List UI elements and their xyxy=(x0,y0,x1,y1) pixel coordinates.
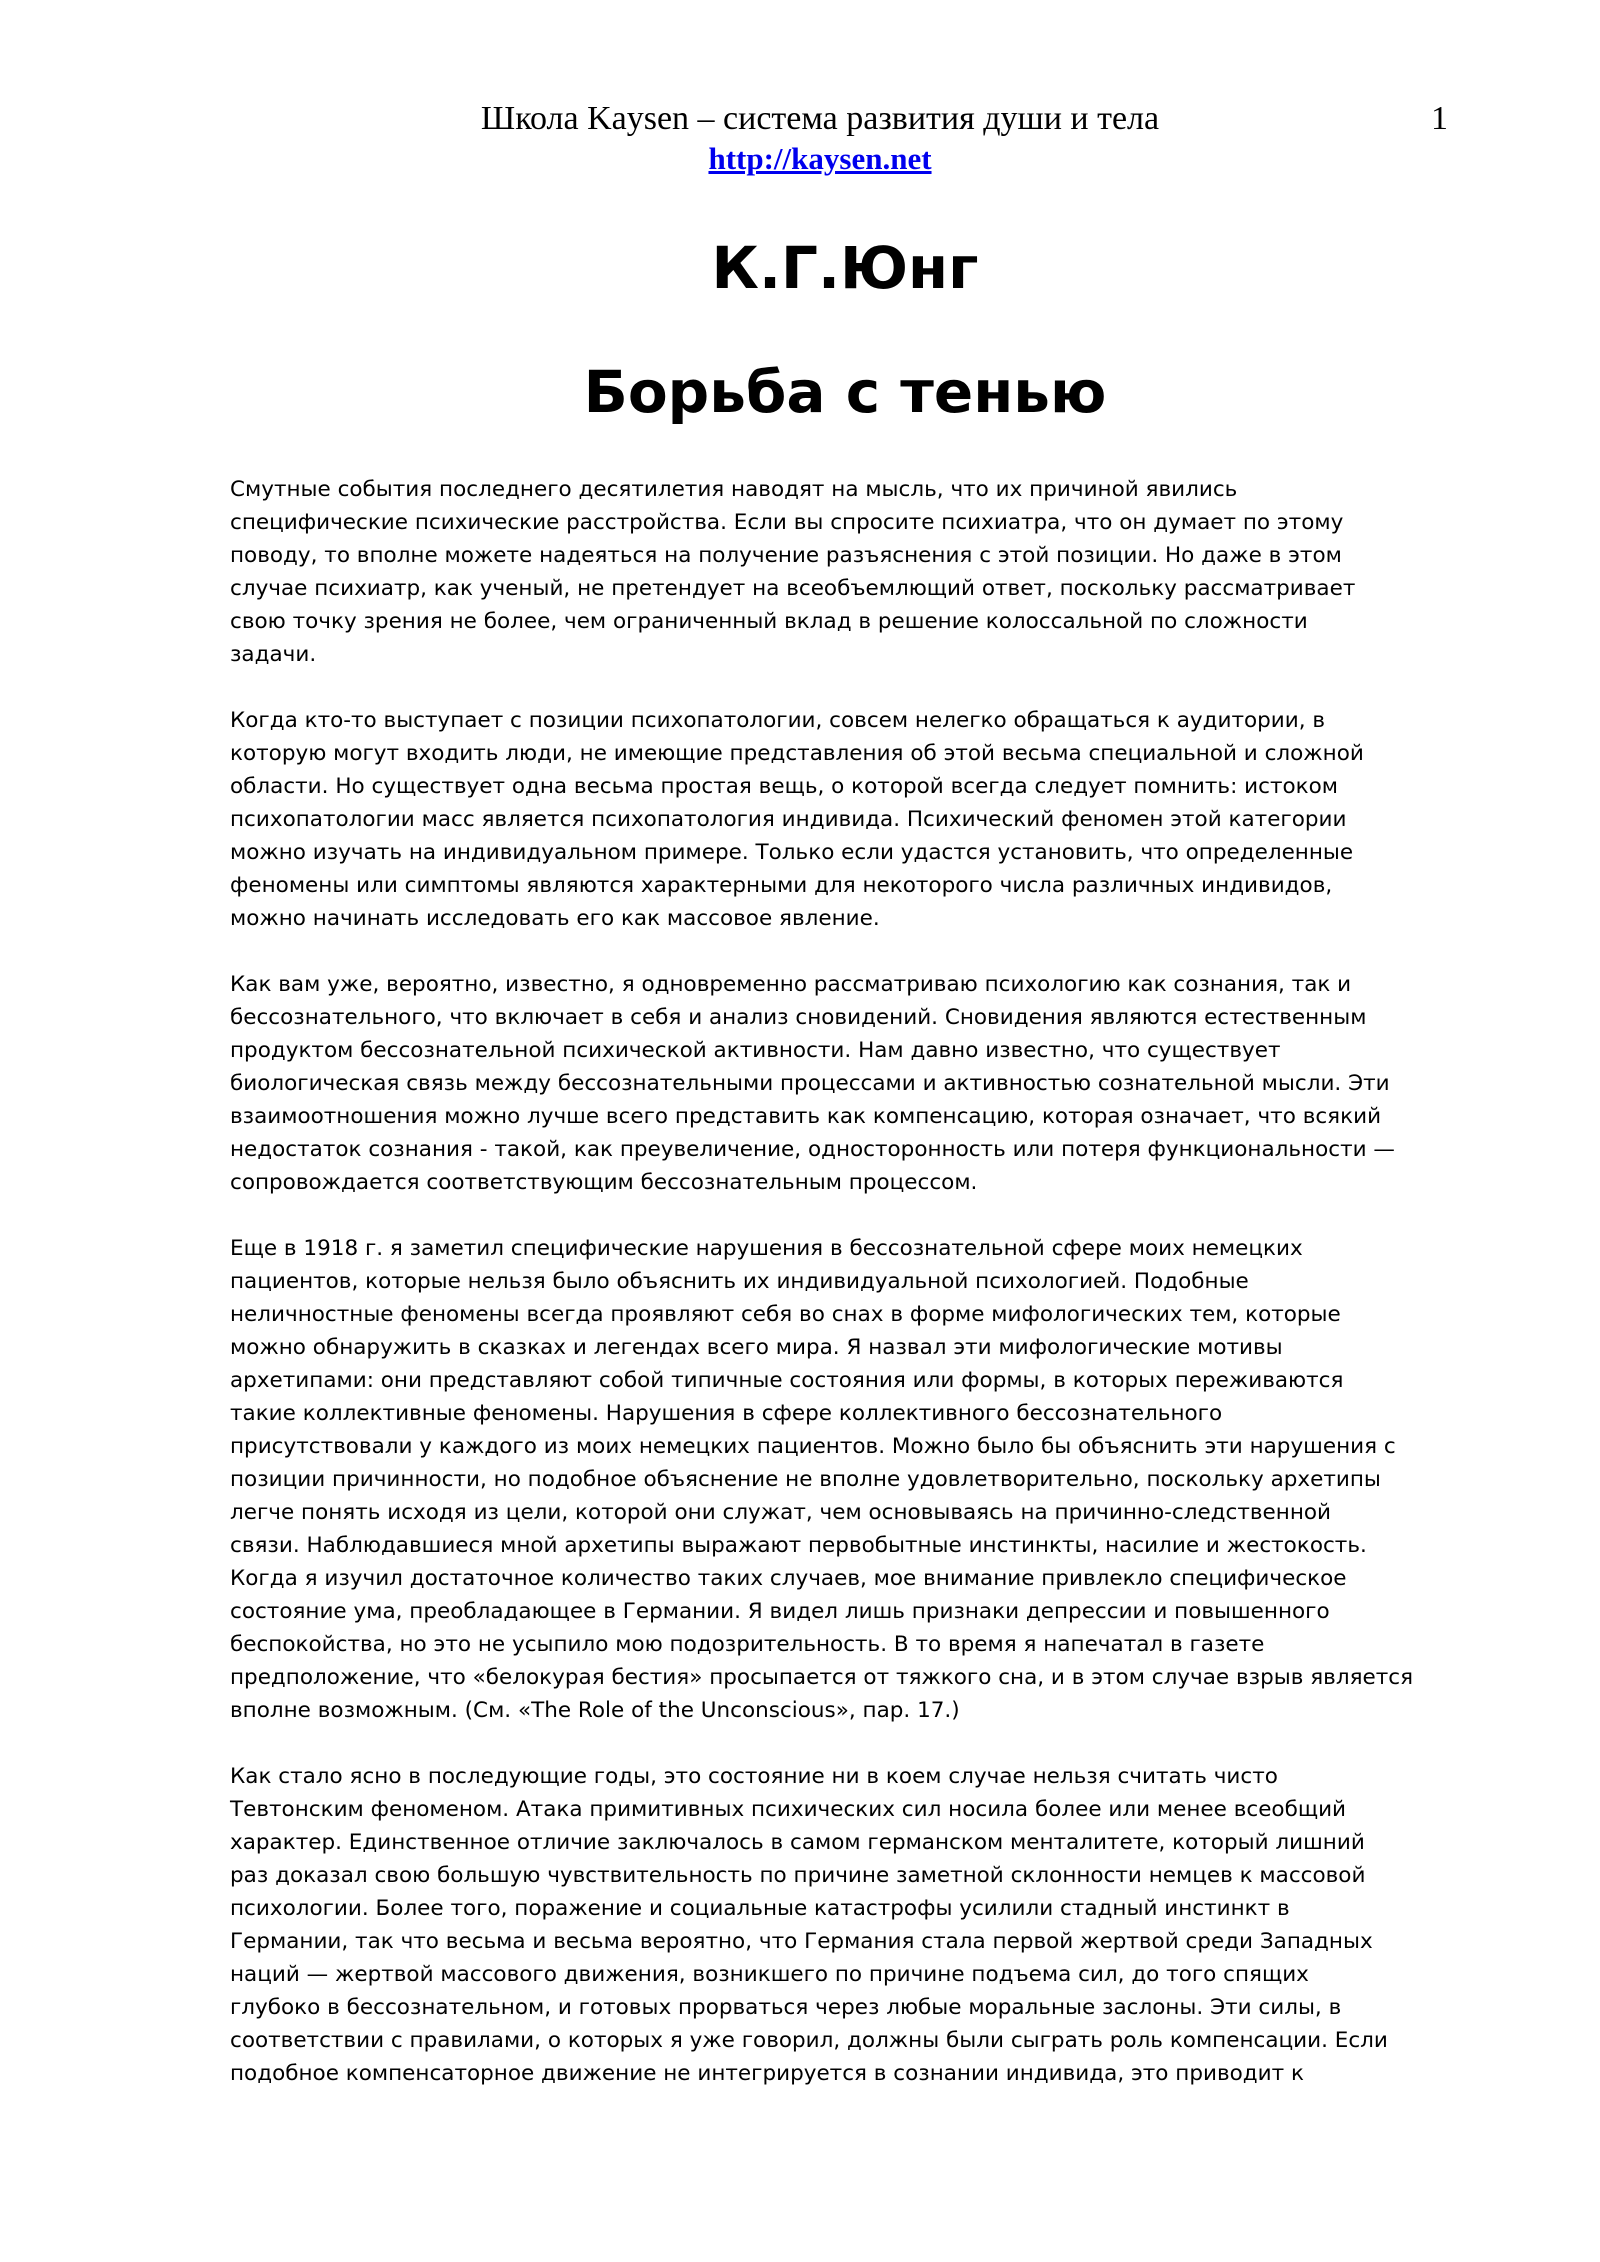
text-line: биологическая связь между бессознательными процессами и активностью сознательной мысли. Эти xyxy=(230,1071,1390,1096)
text-line: взаимоотношения можно лучше всего представить как компенсацию, которая означает, что всякий xyxy=(230,1104,1382,1129)
text-line: наций — жертвой массового движения, возникшего по причине подъема сил, до того спящих xyxy=(230,1962,1309,1987)
paragraph xyxy=(230,704,1460,935)
text-line: бессознательного, что включает в себя и анализ сновидений. Сновидения являются естественным xyxy=(230,1005,1367,1030)
text-line: продуктом бессознательной психической активности. Нам давно известно, что существует xyxy=(230,1038,1281,1063)
text-line: Тевтонским феноменом. Атака примитивных психических сил носила более или менее всеобщий xyxy=(230,1797,1347,1822)
text-line: случае психиатр, как ученый, не претендует на всеобъемлющий ответ, поскольку рассматривает xyxy=(230,576,1356,601)
paragraph xyxy=(230,1760,1460,2090)
text-line: позиции причинности, но подобное объяснение не вполне удовлетворительно, поскольку архетипы xyxy=(230,1467,1381,1492)
text-line: подобное компенсаторное движение не интегрируется в сознании индивида, это приводит к xyxy=(230,2061,1304,2086)
text-line: характер. Единственное отличие заключалось в самом германском менталитете, который лишний xyxy=(230,1830,1365,1855)
text-line: психопатологии масс является психопатология индивида. Психический феномен этой категории xyxy=(230,807,1347,832)
text-line: раз доказал свою большую чувствительность по причине заметной склонности немцев к массовой xyxy=(230,1863,1366,1888)
text-line: Еще в 1918 г. я заметил специфические нарушения в бессознательной сфере моих немецких xyxy=(230,1236,1303,1261)
document-body xyxy=(230,473,1460,2123)
text-line: Как стало ясно в последующие годы, это состояние ни в коем случае нельзя считать чисто xyxy=(230,1764,1278,1789)
text-line: такие коллективные феномены. Нарушения в сфере коллективного бессознательного xyxy=(230,1401,1223,1426)
text-line: области. Но существует одна весьма простая вещь, о которой всегда следует помнить: истоком xyxy=(230,774,1338,799)
text-line: Смутные события последнего десятилетия наводят на мысль, что их причиной явились xyxy=(230,477,1238,502)
text-line: феномены или симптомы являются характерными для некоторого числа различных индивидов, xyxy=(230,873,1333,898)
text-line: соответствии с правилами, о которых я уже говорил, должны были сыграть роль компенсации. Если xyxy=(230,2028,1388,2053)
paragraph xyxy=(230,1232,1460,1727)
text-line: связи. Наблюдавшиеся мной архетипы выражают первобытные инстинкты, насилие и жестокость. xyxy=(230,1533,1367,1558)
document-title: Борьба с тенью xyxy=(583,358,1107,426)
page-number: 1 xyxy=(1431,100,1448,137)
text-line: можно начинать исследовать его как массовое явление. xyxy=(230,906,880,931)
text-line: можно изучать на индивидуальном примере. Только если удастся установить, что определенные xyxy=(230,840,1354,865)
text-line: вполне возможным. (См. «The Role of the Unconscious», пар. 17.) xyxy=(230,1698,960,1723)
text-line: беспокойства, но это не усыпило мою подозрительность. В то время я напечатал в газете xyxy=(230,1632,1265,1657)
text-line: можно обнаружить в сказках и легендах всего мира. Я назвал эти мифологические мотивы xyxy=(230,1335,1283,1360)
text-line: легче понять исходя из цели, которой они служат, чем основываясь на причинно-следственной xyxy=(230,1500,1332,1525)
page-header xyxy=(0,98,1600,178)
text-line: пациентов, которые нельзя было объяснить их индивидуальной психологией. Подобные xyxy=(230,1269,1249,1294)
text-line: присутствовали у каждого из моих немецких пациентов. Можно было бы объяснить эти нарушения с xyxy=(230,1434,1396,1459)
text-line: Как вам уже, вероятно, известно, я одновременно рассматриваю психологию как сознания, так и xyxy=(230,972,1352,997)
text-line: предположение, что «белокурая бестия» просыпается от тяжкого сна, и в этом случае взрыв является xyxy=(230,1665,1414,1690)
text-line: психологии. Более того, поражение и социальные катастрофы усилили стадный инстинкт в xyxy=(230,1896,1290,1921)
text-line: состояние ума, преобладающее в Германии. Я видел лишь признаки депрессии и повышенного xyxy=(230,1599,1330,1624)
text-line: поводу, то вполне можете надеяться на получение разъяснения с этой позиции. Но даже в этом xyxy=(230,543,1342,568)
text-line: глубоко в бессознательном, и готовых прорваться через любые моральные заслоны. Эти силы, в xyxy=(230,1995,1342,2020)
text-line: Когда кто-то выступает с позиции психопатологии, совсем нелегко обращаться к аудитории, в xyxy=(230,708,1326,733)
text-line: Германии, так что весьма и весьма вероятно, что Германия стала первой жертвой среди Западных xyxy=(230,1929,1373,1954)
text-line: специфические психические расстройства. Если вы спросите психиатра, что он думает по этому xyxy=(230,510,1344,535)
text-line: задачи. xyxy=(230,642,317,667)
text-line: сопровождается соответствующим бессознательным процессом. xyxy=(230,1170,978,1195)
paragraph xyxy=(230,968,1460,1199)
school-title: Школа Kaysen – система развития души и тела xyxy=(480,100,1160,137)
text-line: неличностные феномены всегда проявляют себя во снах в форме мифологических тем, которые xyxy=(230,1302,1341,1327)
author-heading: К.Г.Юнг xyxy=(711,234,979,302)
site-link[interactable]: http://kaysen.net xyxy=(708,141,932,176)
text-line: архетипами: они представляют собой типичные состояния или формы, в которых переживаются xyxy=(230,1368,1344,1393)
text-line: свою точку зрения не более, чем ограниченный вклад в решение колоссальной по сложности xyxy=(230,609,1308,634)
text-line: которую могут входить люди, не имеющие представления об этой весьма специальной и сложной xyxy=(230,741,1364,766)
paragraph xyxy=(230,473,1460,671)
text-line: недостаток сознания - такой, как преувеличение, односторонность или потеря функциональности — xyxy=(230,1137,1395,1162)
text-line: Когда я изучил достаточное количество таких случаев, мое внимание привлекло специфическое xyxy=(230,1566,1347,1591)
